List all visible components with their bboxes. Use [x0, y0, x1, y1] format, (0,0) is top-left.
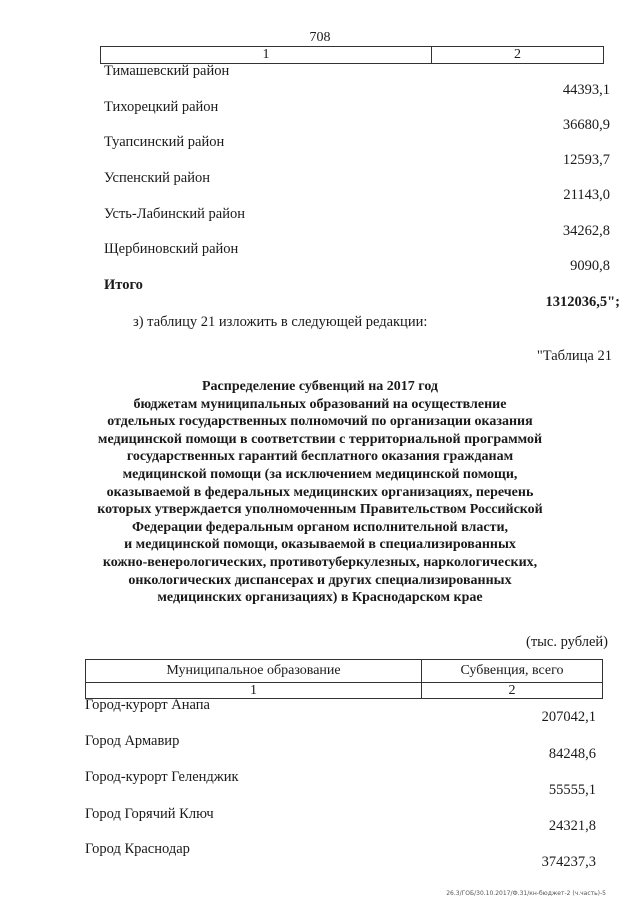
page-number: 708 [309, 30, 331, 45]
table21-col1-header: Муниципальное образование [86, 660, 422, 682]
top-row-value: 9090,8 [570, 258, 610, 274]
top-row-name: Тимашевский район [104, 63, 230, 79]
top-row-value: 21143,0 [563, 187, 610, 203]
table21-col1-number: 1 [86, 683, 422, 698]
table21-row-name: Город Горячий Ключ [85, 806, 214, 822]
top-row-value: 34262,8 [562, 223, 610, 239]
table21-row-name: Город Краснодар [85, 841, 190, 857]
title-line: государственных гарантий бесплатного оказания гражданам [126, 449, 514, 465]
title-line: медицинской помощи (за исключением медицинской помощи, [122, 466, 518, 482]
top-row-name: Щербиновский район [104, 241, 239, 257]
table21-row-value: 24321,8 [548, 818, 596, 834]
top-table-col2-number: 2 [514, 47, 521, 62]
table21-row-value: 84248,6 [548, 746, 596, 762]
table21-row-name: Город-курорт Геленджик [85, 769, 239, 785]
units-label: (тыс. рублей) [526, 634, 608, 650]
top-row-name: Успенский район [104, 170, 210, 186]
title-line: бюджетам муниципальных образований на осуществление [133, 396, 507, 412]
table21-row-value: 374237,3 [541, 854, 596, 870]
table21-row-name: Город Армавир [85, 733, 180, 749]
title-line: отдельных государственных полномочий по организации оказания [107, 414, 533, 430]
table-reference: "Таблица 21 [536, 348, 612, 364]
table-title [60, 378, 580, 607]
instruction-text: з) таблицу 21 изложить в следующей редакции: [133, 314, 428, 330]
title-line: медицинской помощи в соответствии с территориальной программой [97, 431, 543, 447]
title-line: которых утверждается уполномоченным Правительством Российской [97, 502, 543, 518]
table21-col2-header: Субвенция, всего [460, 663, 564, 678]
total-label: Итого [104, 277, 143, 293]
top-row-value: 36680,9 [562, 117, 610, 133]
top-table-col1-number: 1 [101, 47, 432, 63]
footer-file-path: 26.3/ГОБ/30.10.2017/Ф.31/кн-бюджет-2 (ч.часть)-5 [446, 890, 606, 897]
total-value: 1312036,5"; [545, 294, 620, 310]
title-line: оказываемой в федеральных медицинских организациях, перечень [106, 484, 534, 500]
table21-row-value: 207042,1 [541, 709, 596, 725]
table21-header [85, 659, 603, 699]
top-row-name: Усть-Лабинский район [104, 206, 245, 222]
title-line: кожно-венерологических, противотуберкулезных, наркологических, [102, 554, 538, 570]
top-row-value: 12593,7 [562, 152, 610, 168]
title-line: Распределение субвенций на 2017 год [202, 379, 438, 394]
title-line: Федерации федеральным органом исполнительной власти, [131, 519, 509, 535]
table21-col2-number: 2 [508, 683, 516, 698]
top-row-value: 44393,1 [562, 82, 610, 98]
top-row-name: Туапсинский район [104, 134, 225, 150]
table21-row-value: 55555,1 [548, 782, 596, 798]
table21-row-name: Город-курорт Анапа [85, 697, 210, 713]
top-table-header [100, 46, 604, 64]
title-line: медицинских организациях) в Краснодарском крае [157, 590, 483, 606]
title-line: онкологических диспансерах и других специализированных [128, 572, 512, 588]
top-row-name: Тихорецкий район [104, 99, 219, 115]
title-line: и медицинской помощи, оказываемой в специализированных [124, 537, 516, 553]
